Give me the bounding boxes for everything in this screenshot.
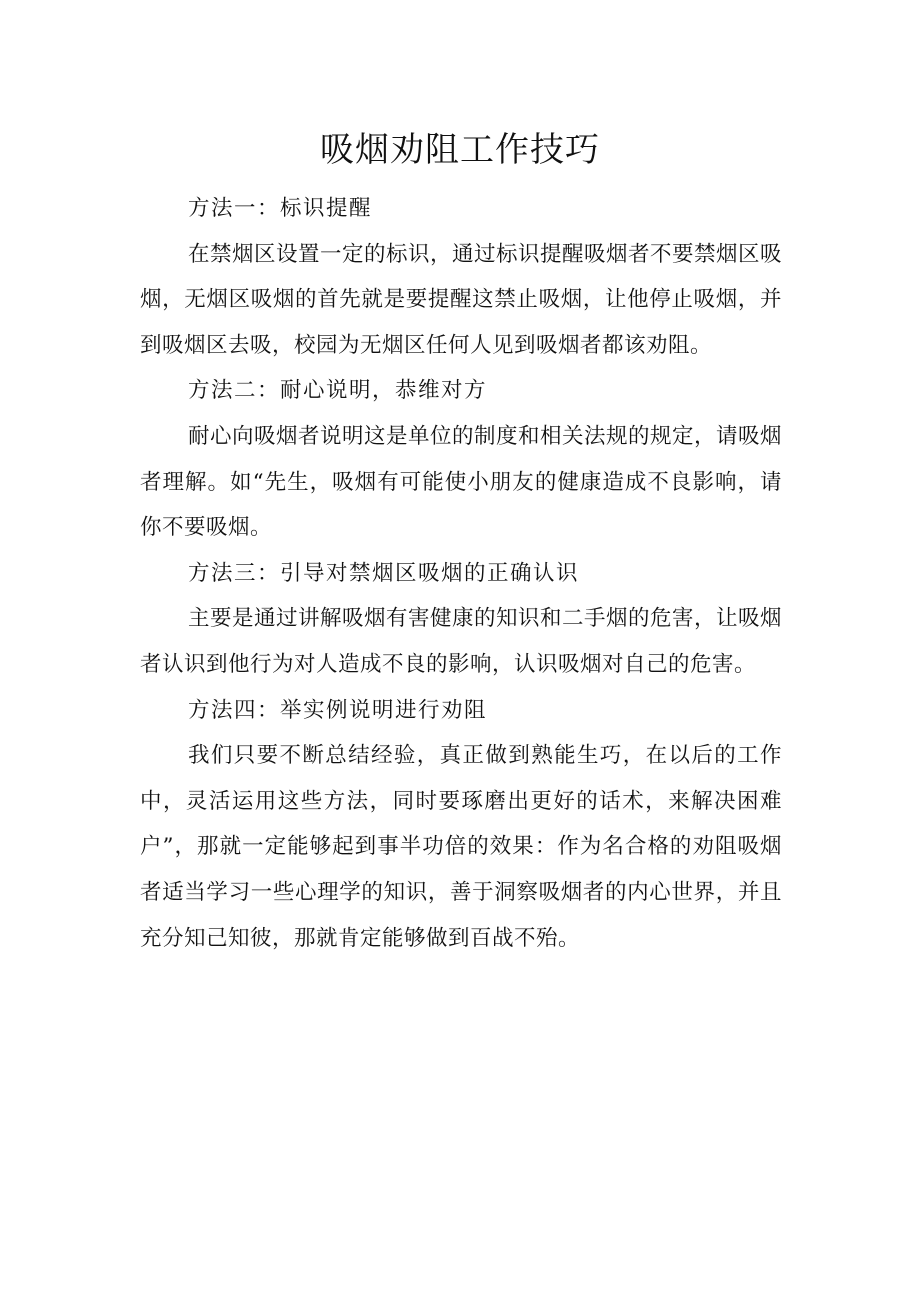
section-heading-4: 方法四：举实例说明进行劝阻	[188, 697, 488, 723]
section-paragraph-3: 主要是通过讲解吸烟有害健康的知识和二手烟的危害，让吸烟者认识到他行为对人造成不良的影响，认识吸烟对自己的危害。	[140, 606, 783, 677]
section-heading-3: 方法三：引导对禁烟区吸烟的正确认识	[188, 560, 580, 586]
section-paragraph-4: 我们只要不断总结经验，真正做到熟能生巧，在以后的工作中，灵活运用这些方法，同时要琢磨出更好的话术，来解决困难户”，那就一定能够起到事半功倍的效果：作为名合格的劝阻吸烟者适当学习一些心理学的知识，善于洞察吸烟者的内心世界，并且充分知己知彼，那就肯定能够做到百战不殆。	[140, 743, 782, 951]
section-paragraph-1: 在禁烟区设置一定的标识，通过标识提醒吸烟者不要禁烟区吸烟，无烟区吸烟的首先就是要提醒这禁止吸烟，让他停止吸烟，并到吸烟区去吸，校园为无烟区任何人见到吸烟者都该劝阻。	[140, 241, 783, 358]
section-paragraph-2: 耐心向吸烟者说明这是单位的制度和相关法规的规定，请吸烟者理解。如“先生，吸烟有可能使小朋友的健康造成不良影响，请你不要吸烟。	[140, 423, 783, 541]
section-heading-1: 方法一：标识提醒	[188, 196, 373, 221]
document-title: 吸烟劝阻工作技巧	[320, 130, 600, 170]
section-heading-2: 方法二：耐心说明，恭维对方	[188, 378, 488, 404]
document-body	[140, 186, 782, 961]
